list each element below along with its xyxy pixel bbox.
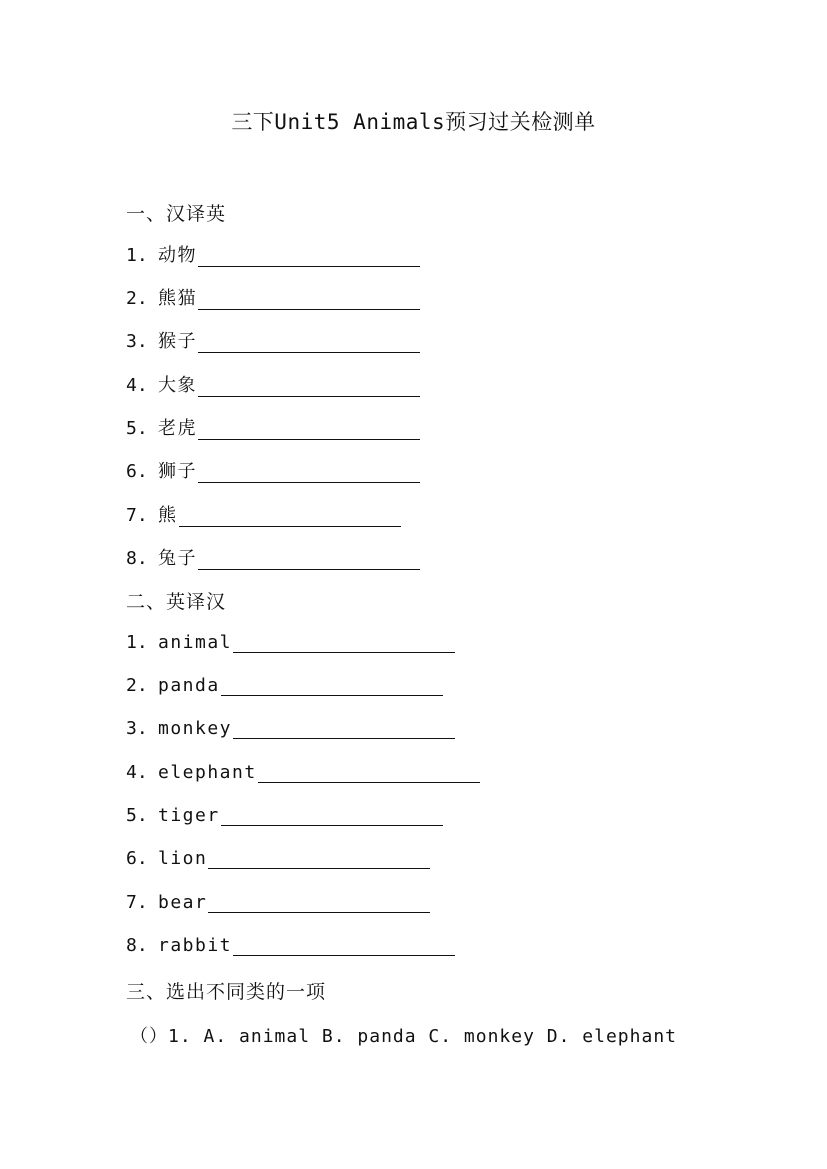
question-item [126,501,401,529]
question-word: 大象 [158,375,197,396]
question-item [126,762,480,790]
question-number: 8. [126,548,148,569]
answer-blank[interactable] [221,675,443,696]
question-item [126,675,443,703]
answer-blank[interactable] [233,935,455,956]
question-word: 兔子 [158,548,197,569]
question-item [126,892,430,920]
question-item [126,241,420,269]
answer-blank[interactable] [208,892,430,913]
section-3-heading: 三、选出不同类的一项 [126,981,327,1003]
question-word: bear [158,892,208,913]
answer-blank[interactable] [233,718,455,739]
answer-blank[interactable] [198,332,420,353]
answer-blank[interactable] [179,506,401,527]
page-title: 三下Unit5 Animals预习过关检测单 [231,110,596,134]
question-number: 2. [126,675,148,696]
answer-blank[interactable] [208,848,430,869]
answer-blank[interactable] [198,462,420,483]
question-item [126,327,420,355]
question-word: 熊 [158,505,178,526]
question-item [126,718,455,746]
answer-blank[interactable] [198,376,420,397]
question-word: tiger [158,805,220,826]
question-word: panda [158,675,220,696]
section-1-heading: 一、汉译英 [126,203,227,225]
answer-blank[interactable] [221,805,443,826]
question-word: 动物 [158,245,197,266]
question-word: 老虎 [158,418,197,439]
question-number: 3. [126,331,148,352]
question-item [126,848,430,876]
answer-blank[interactable] [198,549,420,570]
section-2-heading: 二、英译汉 [126,591,227,613]
question-word: elephant [158,762,257,783]
question-number: 1. [126,632,148,653]
question-item [126,544,420,572]
question-word: 熊猫 [158,288,197,309]
question-number: 3. [126,718,148,739]
choice-question: （）1. A. animal B. panda C. monkey D. elephant [130,1026,677,1047]
answer-blank[interactable] [198,289,420,310]
question-number: 4. [126,762,148,783]
question-word: monkey [158,718,233,739]
question-number: 7. [126,892,148,913]
question-word: 狮子 [158,461,197,482]
question-item [126,371,420,399]
question-word: lion [158,848,208,869]
question-word: rabbit [158,935,233,956]
question-item [126,414,420,442]
question-number: 7. [126,505,148,526]
answer-blank[interactable] [198,246,420,267]
question-word: 猴子 [158,331,197,352]
question-number: 2. [126,288,148,309]
question-number: 5. [126,805,148,826]
question-item [126,457,420,485]
question-number: 4. [126,375,148,396]
question-number: 1. [126,245,148,266]
question-number: 6. [126,461,148,482]
question-item [126,935,455,963]
question-item [126,284,420,312]
question-item [126,805,443,833]
question-number: 6. [126,848,148,869]
question-number: 8. [126,935,148,956]
answer-blank[interactable] [233,632,455,653]
question-word: animal [158,632,233,653]
question-item [126,632,455,660]
question-number: 5. [126,418,148,439]
answer-blank[interactable] [258,762,480,783]
answer-blank[interactable] [198,419,420,440]
